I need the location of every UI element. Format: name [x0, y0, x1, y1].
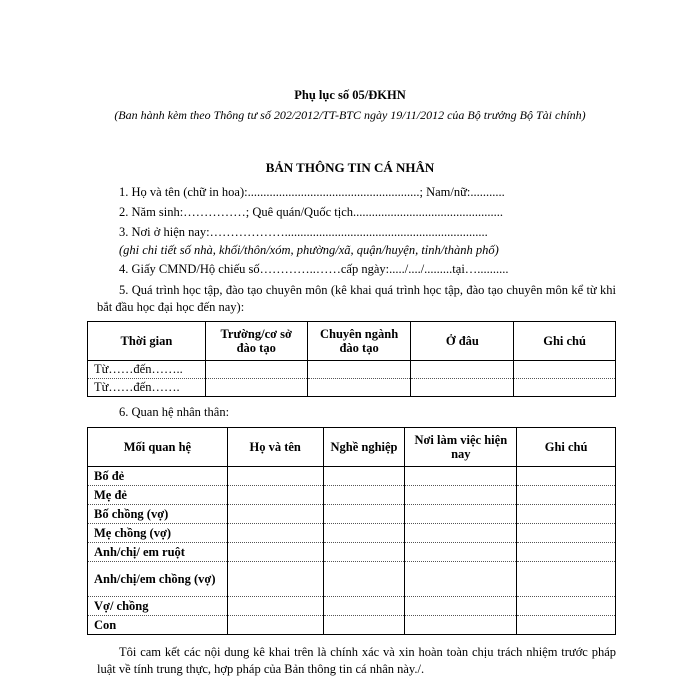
- relationship-cell: Mẹ đẻ: [88, 486, 228, 505]
- header-relationship: Mối quan hệ: [88, 428, 228, 467]
- relationship-cell: Bố đẻ: [88, 467, 228, 486]
- relationship-cell: Con: [88, 616, 228, 635]
- header-full-name: Họ và tên: [227, 428, 323, 467]
- relatives-table: [87, 427, 616, 635]
- table-row: [88, 616, 616, 635]
- relationship-cell: Anh/chị/ em ruột: [88, 543, 228, 562]
- table-row: [88, 597, 616, 616]
- table-row: [88, 379, 616, 397]
- commitment-text: Tôi cam kết các nội dung kê khai trên là chính xác và xin hoàn toàn chịu trách nhiệm trước pháp luật về tính trung thực, hợp pháp của Bản thông tin cá nhân này./.: [97, 645, 616, 676]
- header-time: Thời gian: [88, 322, 206, 361]
- section5-intro: 5. Quá trình học tập, đào tạo chuyên môn (kê khai quá trình học tập, đào tạo chuyên môn kể từ khi bắt đầu học đại học đến nay):: [97, 283, 616, 314]
- field-birth-year: 2. Năm sinh:……………; Quê quán/Quốc tịch................................................: [119, 205, 503, 219]
- header-workplace: Nơi làm việc hiện nay: [405, 428, 517, 467]
- table-row: [88, 543, 616, 562]
- relationship-cell: Bố chồng (vợ): [88, 505, 228, 524]
- relationship-cell: Mẹ chồng (vợ): [88, 524, 228, 543]
- field-full-name: 1. Họ và tên (chữ in hoa):.......................................................; Nam/nữ:...........: [119, 185, 505, 199]
- table-header-row: [88, 322, 616, 361]
- table-row: [88, 467, 616, 486]
- field-residence: 3. Nơi ở hiện nay:……………….................................................................: [119, 225, 488, 239]
- time-cell: Từ……đến…….: [88, 379, 206, 397]
- header-where: Ở đâu: [411, 322, 514, 361]
- header-major: Chuyên ngành đào tạo: [307, 322, 411, 361]
- time-cell: Từ……đến……..: [88, 361, 206, 379]
- page-title: BẢN THÔNG TIN CÁ NHÂN: [265, 160, 435, 175]
- relationship-cell: Anh/chị/em chồng (vợ): [88, 562, 228, 597]
- table-row: [88, 562, 616, 597]
- table-row: [88, 361, 616, 379]
- field-id-card: 4. Giấy CMND/Hộ chiếu số…………..……cấp ngày:...../..../.........tại…..........: [119, 262, 509, 276]
- header-notes: Ghi chú: [517, 428, 616, 467]
- table-row: [88, 505, 616, 524]
- appendix-number: Phụ lục số 05/ĐKHN: [294, 88, 406, 102]
- table-header-row: [88, 428, 616, 467]
- table-row: [88, 524, 616, 543]
- header-school: Trường/cơ sở đào tạo: [205, 322, 307, 361]
- header-notes: Ghi chú: [514, 322, 616, 361]
- section6-intro: 6. Quan hệ nhân thân:: [119, 405, 230, 419]
- relationship-cell: Vợ/ chồng: [88, 597, 228, 616]
- header-occupation: Nghề nghiệp: [323, 428, 405, 467]
- education-table: [87, 321, 616, 397]
- field-residence-note: (ghi chi tiết số nhà, khối/thôn/xóm, phường/xã, quận/huyện, tỉnh/thành phố): [119, 243, 499, 257]
- table-row: [88, 486, 616, 505]
- issued-note: (Ban hành kèm theo Thông tư số 202/2012/TT-BTC ngày 19/11/2012 của Bộ trưởng Bộ Tài chính): [114, 108, 586, 122]
